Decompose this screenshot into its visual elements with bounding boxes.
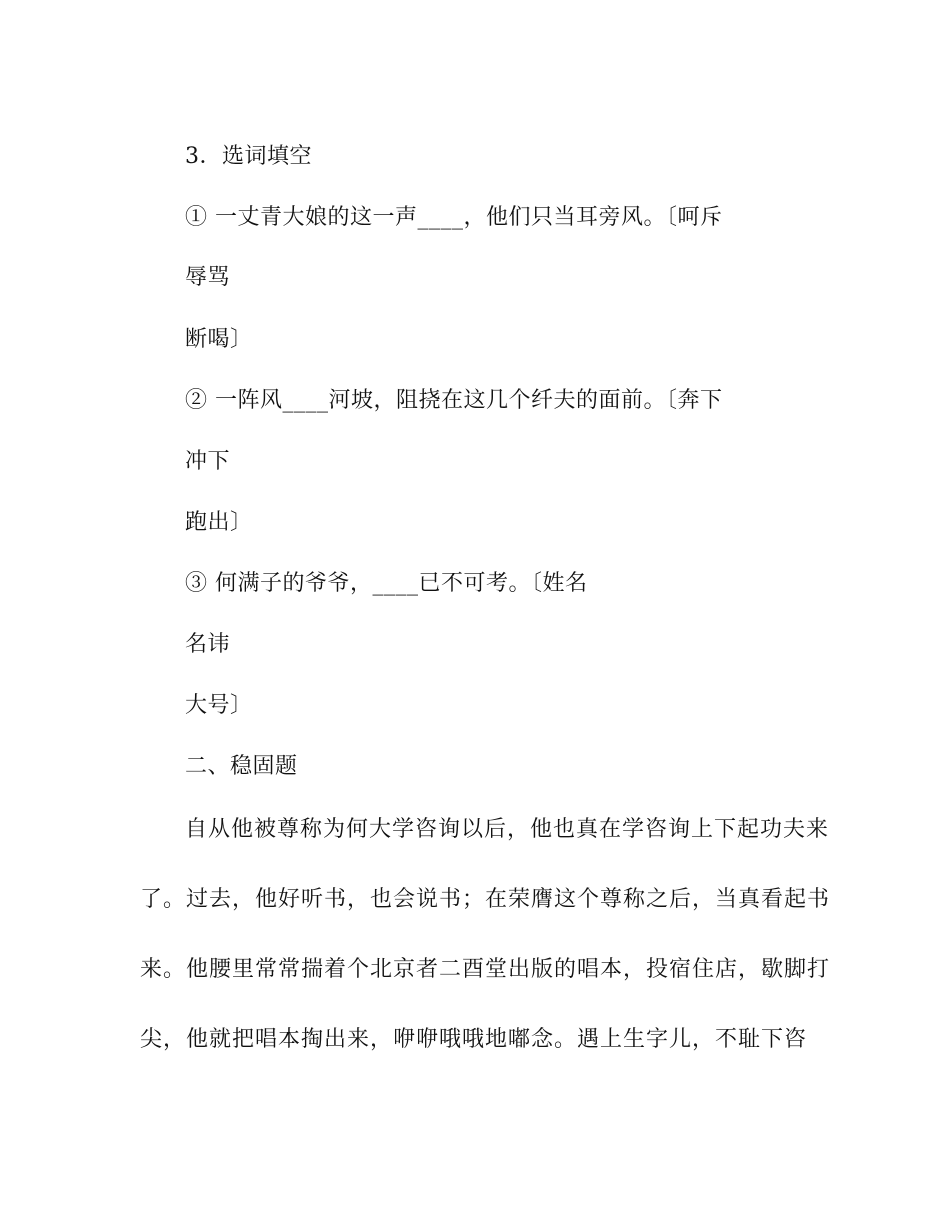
paragraph-line: 来。他腰里常常揣着个北京者二酉堂出版的唱本，投宿住店，歇脚打 [140,957,831,982]
item-3-sentence: ③ 何满子的爷爷，____已不可考。〔姓名 [185,571,588,596]
exercise-3-title: 3．选词填空 [185,144,312,169]
item-2-sentence: ② 一阵风____河坡，阻挠在这几个纤夫的面前。〔奔下 [185,388,723,413]
item-2-option-3: 跑出〕 [185,510,253,535]
item-1-option-2: 辱骂 [185,265,231,290]
paragraph-line: 了。过去，他好听书，也会说书；在荣膺这个尊称之后，当真看起书 [140,887,831,912]
section-2-heading: 二、稳固题 [185,754,298,779]
item-1-sentence: ① 一丈青大娘的这一声____，他们只当耳旁风。〔呵斥 [185,205,723,230]
item-1-option-3: 断喝〕 [185,327,253,352]
item-3-option-2: 名讳 [185,632,231,657]
item-3-option-3: 大号〕 [185,693,253,718]
item-2-option-2: 冲下 [185,449,231,474]
paragraph-line: 自从他被尊称为何大学咨询以后，他也真在学咨询上下起功夫来 [185,817,830,842]
paragraph-line: 尖，他就把唱本掏出来，咿咿哦哦地嘟念。遇上生字儿，不耻下咨 [140,1027,808,1052]
